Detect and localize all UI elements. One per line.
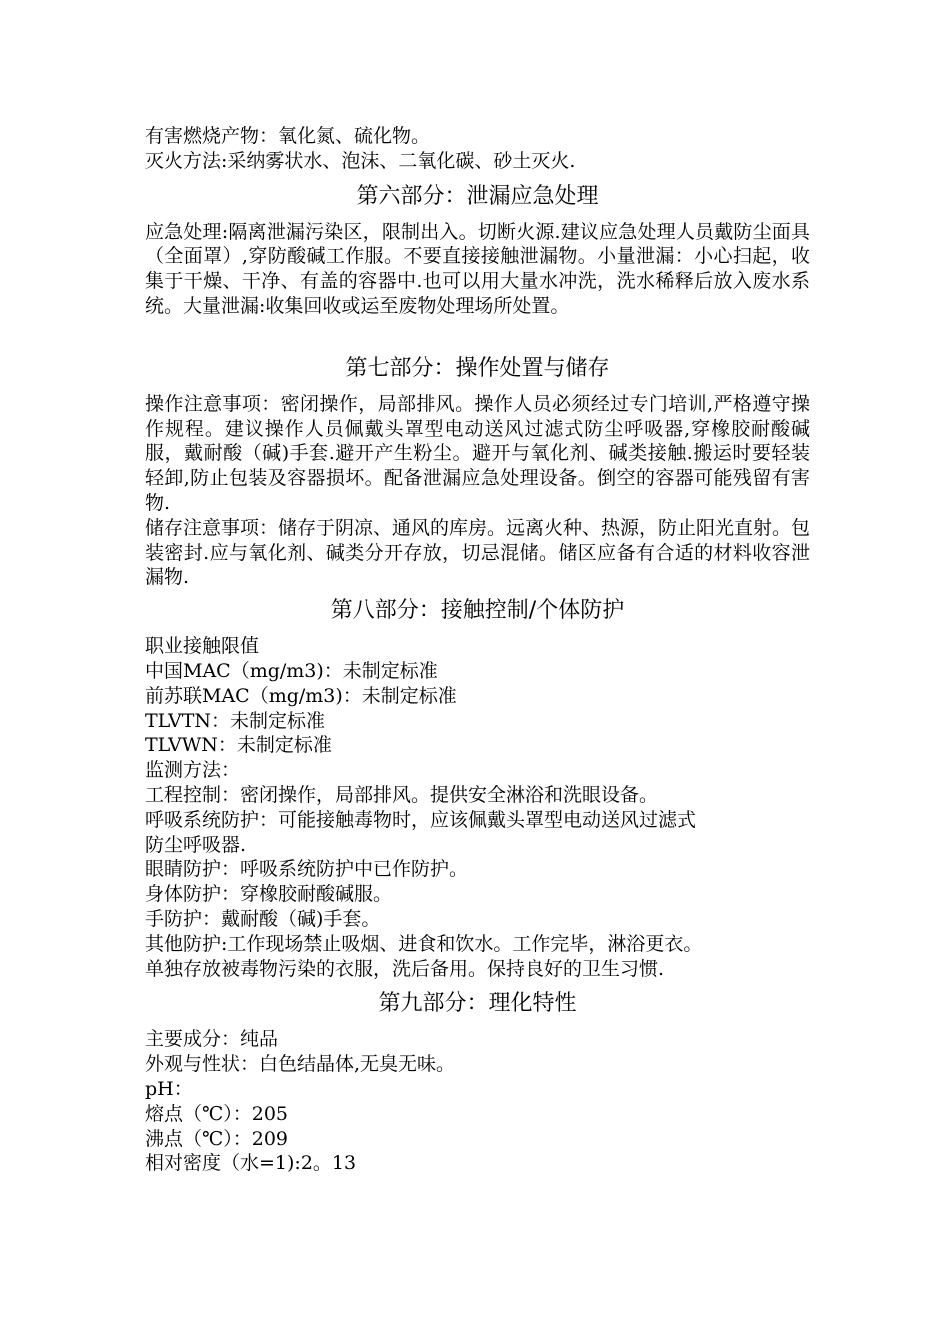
engineering-control-line: 工程控制：密闭操作，局部排风。提供安全淋浴和洗眼设备。 — [145, 783, 659, 806]
respiratory-protection-line-2: 防尘呼吸器. — [145, 833, 247, 856]
tlvtn-line: TLVTN：未制定标准 — [145, 709, 326, 732]
composition-line: 主要成分：纯品 — [145, 1028, 279, 1051]
relative-density-line: 相对密度（水=1):2。13 — [145, 1152, 357, 1175]
china-mac-line: 中国MAC（mg/m3)：未制定标准 — [145, 659, 438, 682]
ussr-mac-line: 前苏联MAC（mg/m3)：未制定标准 — [145, 684, 457, 707]
ph-line: pH： — [145, 1077, 193, 1100]
monitoring-method-line: 监测方法： — [145, 759, 241, 782]
respiratory-protection-line: 呼吸系统防护：可能接触毒物时，应该佩戴头罩型电动送风过滤式 — [145, 808, 697, 831]
other-protection-line: 其他防护:工作现场禁止吸烟、进食和饮水。工作完毕，淋浴更衣。 — [145, 932, 703, 955]
section6-emergency-paragraph: 应急处理:隔离泄漏污染区，限制出入。切断火源.建议应急处理人员戴防尘面具（全面罩）,穿防酸碱工作服。不要直接接触泄漏物。小量泄漏：小心扫起，收集于干燥、干净、有盖的容器中.也可以用大量水冲洗，洗水稀释后放入废水系统。大量泄漏:收集回收或运至废物处理场所处置。 — [145, 220, 810, 317]
body-protection-line: 身体防护：穿橡胶耐酸碱服。 — [145, 883, 393, 906]
document-content — [145, 124, 810, 1176]
section7-heading: 第七部分：操作处置与储存 — [345, 355, 610, 381]
eye-protection-line: 眼睛防护：呼吸系统防护中已作防护。 — [145, 858, 469, 881]
section6-heading: 第六部分：泄漏应急处理 — [356, 183, 599, 209]
combustion-products-line: 有害燃烧产物：氧化氮、硫化物。 — [145, 125, 431, 147]
section7-storage-paragraph: 储存注意事项：储存于阴凉、通风的库房。远离火种、热源，防止阳光直射。包装密封.应与氧化剂、碱类分开存放，切忌混储。储区应备有合适的材料收容泄漏物. — [145, 516, 811, 589]
appearance-line: 外观与性状：白色结晶体,无臭无味。 — [145, 1053, 456, 1076]
section8-heading: 第八部分：接触控制/个体防护 — [330, 598, 625, 624]
melting-point-line: 熔点（℃）：205 — [145, 1102, 289, 1125]
extinguishing-method-line: 灭火方法:采纳雾状水、泡沫、二氧化碳、砂土灭火. — [145, 149, 576, 172]
section7-operation-paragraph: 操作注意事项：密闭操作，局部排风。操作人员必须经过专门培训,严格遵守操作规程。建议操作人员佩戴头罩型电动送风过滤式防尘呼吸器,穿橡胶耐酸碱服，戴耐酸（碱)手套.避开产生粉尘。避开与氧化剂、碱类接触.搬运时要轻装轻卸,防止包装及容器损坏。配备泄漏应急处理设备。倒空的容器可能残留有害物. — [145, 392, 810, 514]
exposure-limits-line: 职业接触限值 — [145, 635, 260, 658]
section9-heading: 第九部分：理化特性 — [378, 991, 577, 1017]
hand-protection-line: 手防护：戴耐酸（碱)手套。 — [145, 907, 381, 930]
tlvwn-line: TLVWN：未制定标准 — [145, 734, 332, 757]
other-protection-line-2: 单独存放被毒物污染的衣服，洗后备用。保持良好的卫生习惯. — [145, 957, 665, 980]
boiling-point-line: 沸点（℃）：209 — [145, 1127, 289, 1150]
